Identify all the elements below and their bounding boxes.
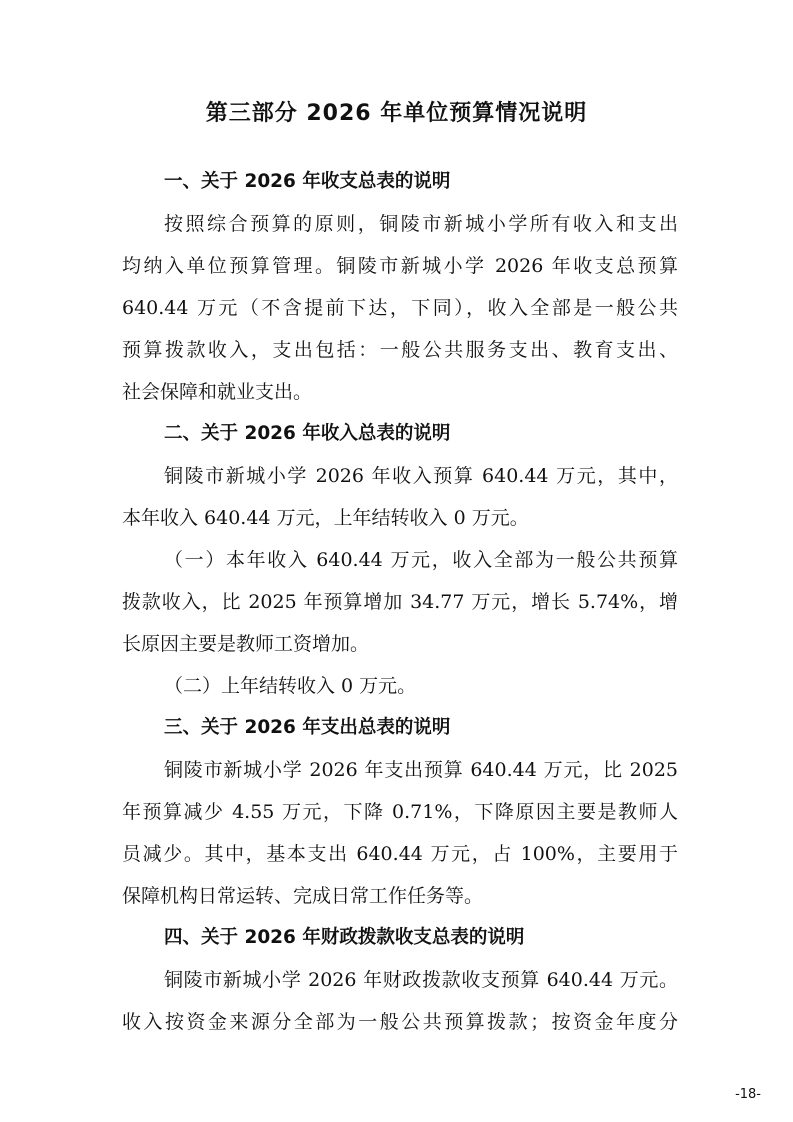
paragraph-line: 收入按资金来源分全部为一般公共预算拨款；按资金年度分 [122,1011,678,1033]
paragraph-line: 按照综合预算的原则，铜陵市新城小学所有收入和支出 [164,213,678,235]
paragraph-line: 640.44 万元（不含提前下达，下同），收入全部是一般公共 [122,297,678,319]
paragraph-line: 年预算减少 4.55 万元，下降 0.71%，下降原因主要是教师人 [122,801,678,823]
paragraph-line: 铜陵市新城小学 2026 年支出预算 640.44 万元，比 2025 [164,759,678,781]
paragraph-line: （一）本年收入 640.44 万元，收入全部为一般公共预算 [164,549,678,571]
paragraph-line: 铜陵市新城小学 2026 年收入预算 640.44 万元，其中， [164,465,678,487]
paragraph-line: 拨款收入，比 2025 年预算增加 34.77 万元，增长 5.74%，增 [122,591,678,613]
paragraph-line: 保障机构日常运转、完成日常工作任务等。 [122,885,484,907]
section-heading-4: 四、关于 2026 年财政拨款收支总表的说明 [164,927,525,948]
section-heading-2: 二、关于 2026 年收入总表的说明 [164,423,451,444]
paragraph-line: 长原因主要是教师工资增加。 [122,633,370,655]
paragraph-line: 均纳入单位预算管理。铜陵市新城小学 2026 年收支总预算 [122,255,678,277]
section-heading-3: 三、关于 2026 年支出总表的说明 [164,717,451,738]
page-number: -18- [735,1087,761,1102]
document-body [122,161,678,1043]
section-heading-1: 一、关于 2026 年收支总表的说明 [164,171,451,192]
paragraph-line: 员减少。其中，基本支出 640.44 万元，占 100%，主要用于 [122,843,678,865]
paragraph-line: （二）上年结转收入 0 万元。 [164,675,417,697]
paragraph-line: 预算拨款收入，支出包括：一般公共服务支出、教育支出、 [122,339,678,361]
page-title: 第三部分 2026 年单位预算情况说明 [205,101,588,126]
paragraph-line: 本年收入 640.44 万元，上年结转收入 0 万元。 [122,507,529,529]
paragraph-line: 铜陵市新城小学 2026 年财政拨款收支预算 640.44 万元。 [164,969,678,991]
paragraph-line: 社会保障和就业支出。 [122,381,313,403]
